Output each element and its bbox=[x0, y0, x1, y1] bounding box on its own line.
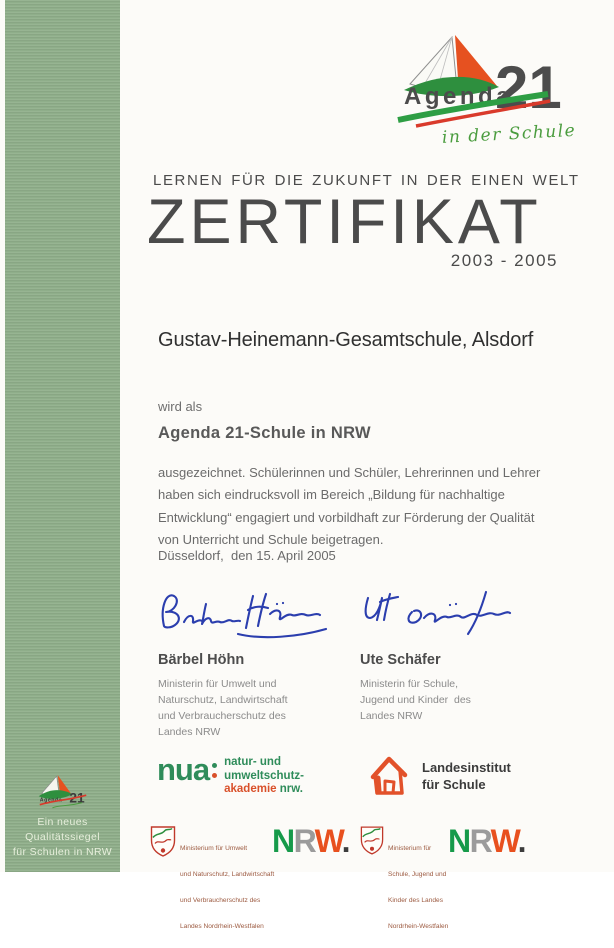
nrw-w: W bbox=[314, 823, 342, 859]
body-line: von Unterricht und Schule beigetragen. bbox=[158, 532, 384, 548]
nrw-wordmark bbox=[448, 823, 525, 859]
nrw-coat-of-arms-icon bbox=[150, 825, 176, 858]
logo-word-agenda: Agenda bbox=[404, 83, 514, 110]
nrw-n: N bbox=[272, 823, 294, 859]
body-line: ausgezeichnet. Schülerinnen und Schüler, Lehrerinnen und Lehrer bbox=[158, 465, 541, 480]
nua-text bbox=[224, 756, 304, 797]
nua-wordmark: nua bbox=[157, 752, 210, 787]
signatory-title-line: und Verbraucherschutz des bbox=[158, 710, 286, 722]
nrw-dot: . bbox=[341, 823, 349, 859]
ministry-text bbox=[180, 828, 274, 948]
landesinstitut-logo bbox=[366, 753, 511, 799]
body-line: Entwicklung“ engagiert und vorbildhaft zur Förderung der Qualität bbox=[158, 509, 535, 525]
landesinstitut-text bbox=[422, 759, 511, 793]
intro-text: wird als bbox=[158, 399, 203, 414]
signatory-name: Bärbel Höhn bbox=[158, 652, 245, 668]
agenda21-logo bbox=[396, 28, 577, 148]
signatory-title-line: Jugend und Kinder des bbox=[360, 694, 471, 706]
house-icon bbox=[366, 753, 412, 799]
signatory-right bbox=[360, 652, 471, 724]
ministry-line: und Naturschutz, Landwirtschaft bbox=[180, 870, 275, 878]
award-title: Agenda 21-Schule in NRW bbox=[158, 424, 371, 442]
seal-21: 21 bbox=[68, 790, 85, 806]
ministry-environment bbox=[150, 825, 274, 948]
school-name: Gustav-Heinemann-Gesamtschule, Alsdorf bbox=[158, 329, 534, 351]
nua-line3 bbox=[224, 783, 304, 797]
ministry-line: Schule, Jugend und bbox=[388, 870, 447, 878]
ministry-line: und Verbraucherschutz des bbox=[180, 896, 261, 904]
signature-baerbel-hoehn bbox=[163, 594, 326, 637]
green-sidebar bbox=[5, 0, 120, 872]
seal-caption-line2: für Schulen in NRW bbox=[12, 846, 113, 858]
nua-logo bbox=[157, 752, 304, 797]
body-line: haben sich eindrucksvoll im Bereich „Bildung für nachhaltige bbox=[158, 487, 505, 503]
body-paragraph bbox=[158, 462, 540, 552]
signatory-left bbox=[158, 652, 288, 740]
kicker-line: LERNEN FÜR DIE ZUKUNFT IN DER EINEN WELT bbox=[153, 172, 580, 189]
logo-number-21: 21 bbox=[495, 54, 562, 121]
signature-ute-schaefer bbox=[366, 592, 510, 634]
ministry-text bbox=[388, 828, 448, 948]
ministry-line: Kinder des Landes bbox=[388, 896, 443, 904]
nrw-r: R bbox=[469, 823, 491, 859]
ministry-line: Nordrhein-Westfalen bbox=[388, 922, 449, 930]
signatory-title-line: Landes NRW bbox=[158, 726, 221, 738]
ministry-line: Ministerium für bbox=[388, 845, 432, 853]
place-date-line: Düsseldorf, den 15. April 2005 bbox=[158, 548, 336, 563]
ministry-school bbox=[360, 825, 448, 948]
nrw-dot: . bbox=[517, 823, 525, 859]
nrw-r: R bbox=[293, 823, 315, 859]
nua-colon-icon bbox=[212, 763, 217, 778]
nrw-w: W bbox=[490, 823, 518, 859]
quality-seal-block bbox=[5, 772, 120, 860]
certificate-period: 2003 - 2005 bbox=[450, 251, 558, 270]
signatures bbox=[150, 584, 530, 652]
lfs-line2: für Schule bbox=[422, 777, 486, 792]
nrw-coat-of-arms-icon bbox=[360, 825, 384, 856]
nua-line1: natur- und bbox=[224, 756, 281, 768]
lfs-line1: Landesinstitut bbox=[422, 760, 511, 775]
seal-agenda-word: Agenda bbox=[39, 797, 62, 804]
nrw-wordmark bbox=[272, 823, 349, 859]
signatory-title-line: Naturschutz, Landwirtschaft bbox=[158, 694, 288, 706]
signatory-title-line: Landes NRW bbox=[360, 710, 423, 722]
agenda21-seal-icon bbox=[35, 772, 91, 810]
seal-caption-line1: Ein neues Qualitätssiegel bbox=[25, 816, 100, 843]
signatory-title-line: Ministerin für Umwelt und bbox=[158, 678, 277, 690]
signatory-title-line: Ministerin für Schule, bbox=[360, 678, 459, 690]
ministry-line: Landes Nordrhein-Westfalen bbox=[180, 922, 264, 930]
nrw-n: N bbox=[448, 823, 470, 859]
ministry-line: Ministerium für Umwelt bbox=[180, 845, 248, 853]
nua-line2: umweltschutz- bbox=[224, 769, 304, 782]
logo-tagline: in der Schule bbox=[441, 120, 577, 148]
signatory-name: Ute Schäfer bbox=[360, 652, 441, 668]
nua-nrw: nrw. bbox=[276, 783, 303, 795]
nua-akademie: akademie bbox=[224, 783, 277, 795]
certificate-title: ZERTIFIKAT bbox=[147, 187, 542, 257]
